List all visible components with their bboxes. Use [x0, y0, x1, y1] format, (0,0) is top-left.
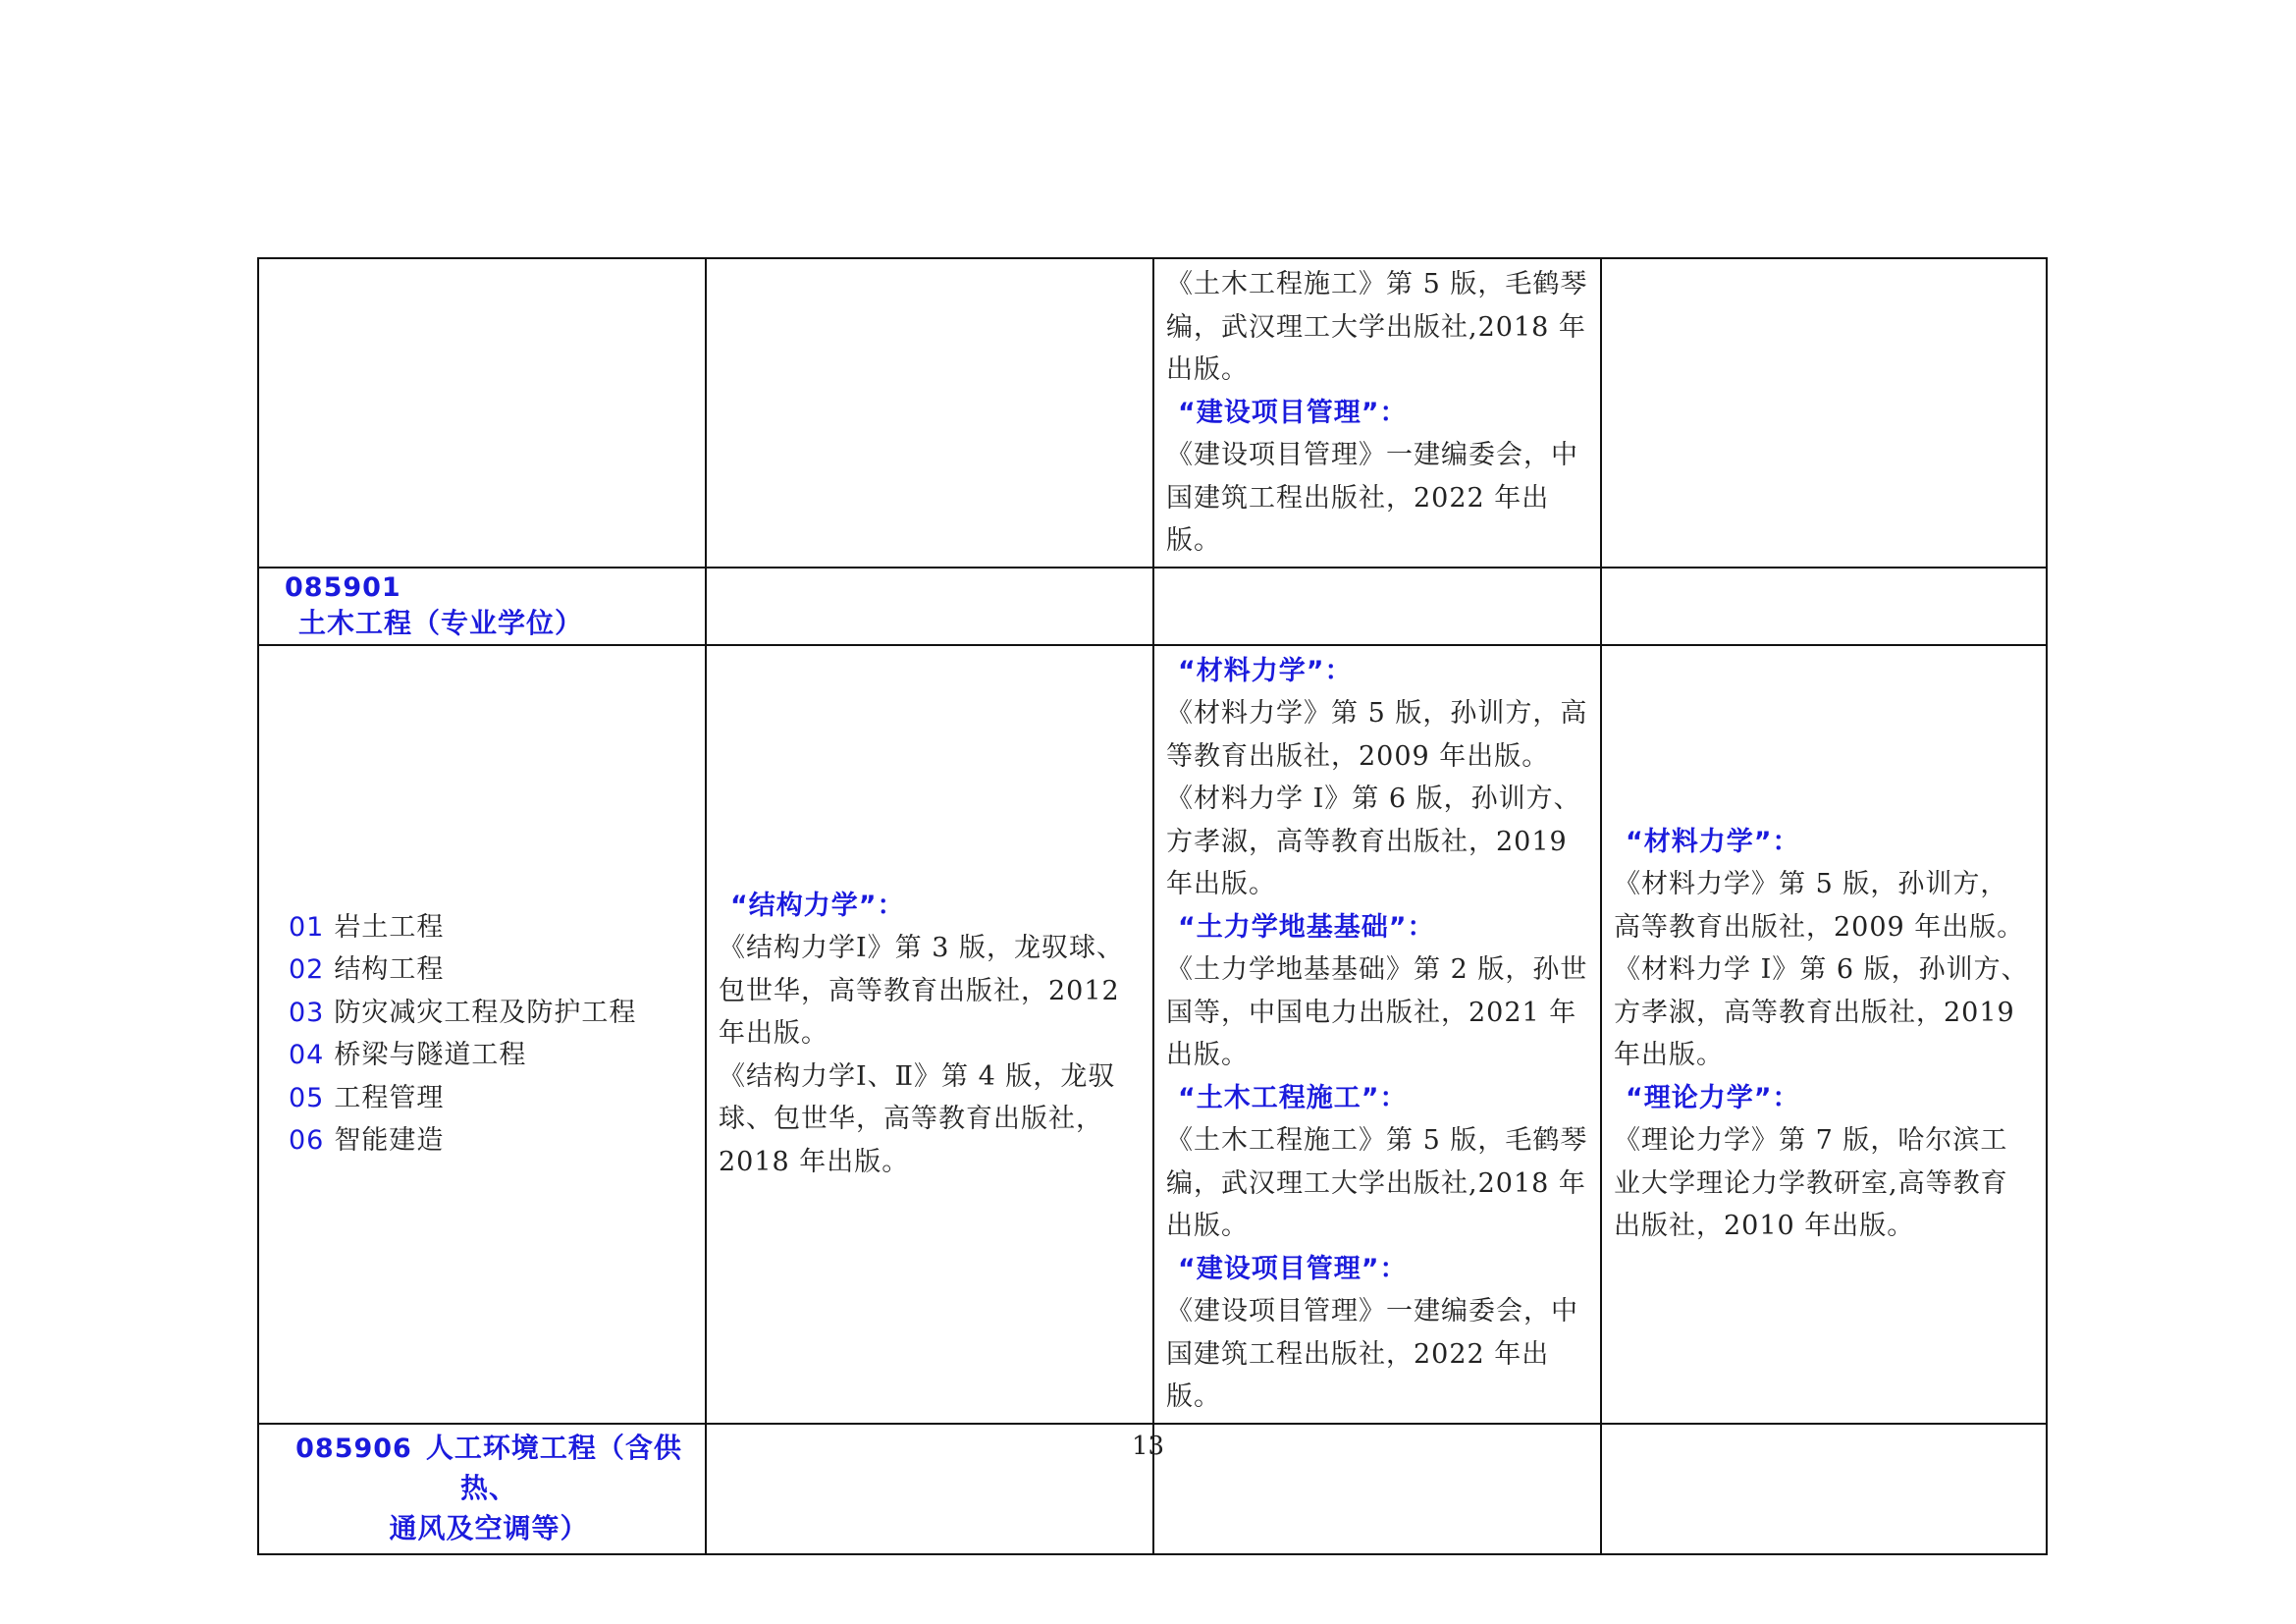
direction-code: 02	[289, 954, 325, 985]
reference-entry: 《材料力学》第 5 版，孙训方，高等教育出版社，2009 年出版。	[1166, 698, 1588, 772]
continuation-col4	[1601, 258, 2047, 568]
major-title-line2	[285, 1509, 693, 1549]
subject-heading: “结构力学”：	[730, 890, 905, 921]
major-code: 085906	[295, 1433, 412, 1464]
reference-entry: 《材料力学 I》第 6 版，孙训方、方孝淑，高等教育出版社，2019 年出版。	[1614, 954, 2029, 1070]
page-number: 13	[1131, 1432, 1165, 1461]
continuation-col3	[1153, 258, 1601, 568]
direction-name: 岩土工程	[334, 911, 445, 943]
direction-code: 01	[289, 911, 325, 943]
direction-code: 04	[289, 1040, 325, 1070]
direction-item	[289, 906, 693, 949]
major-name-continued: 通风及空调等）	[389, 1511, 589, 1544]
reference-entry: 《理论力学》第 7 版，哈尔滨工业大学理论力学教研室,高等教育出版社，2010 年出版。	[1614, 1125, 2008, 1241]
major-row-col2	[706, 568, 1153, 645]
direction-name: 智能建造	[334, 1125, 445, 1156]
equivalent-refs	[1601, 645, 2047, 1424]
major-row-085901	[258, 568, 2047, 645]
direction-name: 工程管理	[334, 1082, 445, 1113]
subject-heading: “材料力学”：	[1178, 655, 1353, 686]
reference-entry: 《土木工程施工》第 5 版，毛鹤琴编，武汉理工大学出版社,2018 年出版。	[1166, 1125, 1588, 1241]
subject-heading: “土力学地基基础”：	[1178, 911, 1435, 943]
major-name: 人工环境工程（含供热、	[425, 1431, 682, 1504]
direction-list	[271, 906, 693, 1163]
direction-item	[289, 948, 693, 992]
major-code: 085901	[285, 571, 401, 603]
reference-entry: 《材料力学》第 5 版，孙训方，高等教育出版社，2009 年出版。	[1614, 869, 2025, 943]
direction-code: 06	[289, 1125, 325, 1156]
direction-item	[289, 992, 693, 1035]
major-name: 土木工程（专业学位）	[298, 606, 584, 639]
continuation-col2	[706, 258, 1153, 568]
direction-item	[289, 1077, 693, 1120]
direction-name: 桥梁与隧道工程	[334, 1040, 527, 1070]
continuation-col1	[258, 258, 706, 568]
subject-heading: “材料力学”：	[1626, 826, 1800, 857]
directions-cell	[258, 645, 706, 1424]
direction-code: 03	[289, 997, 325, 1028]
directions-row	[258, 645, 2047, 1424]
reference-entry: 《材料力学 I》第 6 版，孙训方、方孝淑，高等教育出版社，2019 年出版。	[1166, 784, 1581, 899]
continuation-row	[258, 258, 2047, 568]
direction-name: 防灾减灾工程及防护工程	[334, 997, 637, 1028]
direction-item	[289, 1034, 693, 1077]
equivalent-refs-content	[1614, 821, 2034, 1248]
subject-heading: “建设项目管理”：	[1178, 397, 1408, 428]
subject-heading: “建设项目管理”：	[1178, 1253, 1408, 1284]
subject-heading: “理论力学”：	[1626, 1082, 1800, 1113]
direction-item	[289, 1119, 693, 1163]
preliminary-exam-refs-content	[719, 885, 1141, 1184]
reference-entry: 《建设项目管理》一建编委会，中国建筑工程出版社，2022 年出版。	[1166, 1296, 1578, 1412]
major-title-cell	[258, 568, 706, 645]
major-row-col4	[1601, 568, 2047, 645]
subject-heading: “土木工程施工”：	[1178, 1082, 1408, 1113]
retest-refs-content	[1166, 650, 1588, 1419]
reference-entry: 《建设项目管理》一建编委会，中国建筑工程出版社，2022 年出版。	[1166, 440, 1578, 556]
reference-entry: 《土力学地基基础》第 2 版，孙世国等，中国电力出版社，2021 年出版。	[1166, 954, 1588, 1070]
reference-entry: 《土木工程施工》第 5 版，毛鹤琴编，武汉理工大学出版社,2018 年出版。	[1166, 269, 1588, 385]
reference-entry: 《结构力学Ⅰ、Ⅱ》第 4 版，龙驭球、包世华，高等教育出版社，2018 年出版。	[719, 1060, 1116, 1177]
direction-code: 05	[289, 1082, 325, 1113]
major-row-col3	[1153, 568, 1601, 645]
direction-name: 结构工程	[334, 954, 445, 985]
preliminary-exam-refs	[706, 645, 1153, 1424]
catalog-table	[257, 257, 2048, 1555]
reference-entry: 《结构力学Ⅰ》第 3 版，龙驭球、包世华，高等教育出版社，2012 年出版。	[719, 933, 1125, 1050]
retest-refs	[1153, 645, 1601, 1424]
continuation-col3-content	[1166, 263, 1588, 563]
